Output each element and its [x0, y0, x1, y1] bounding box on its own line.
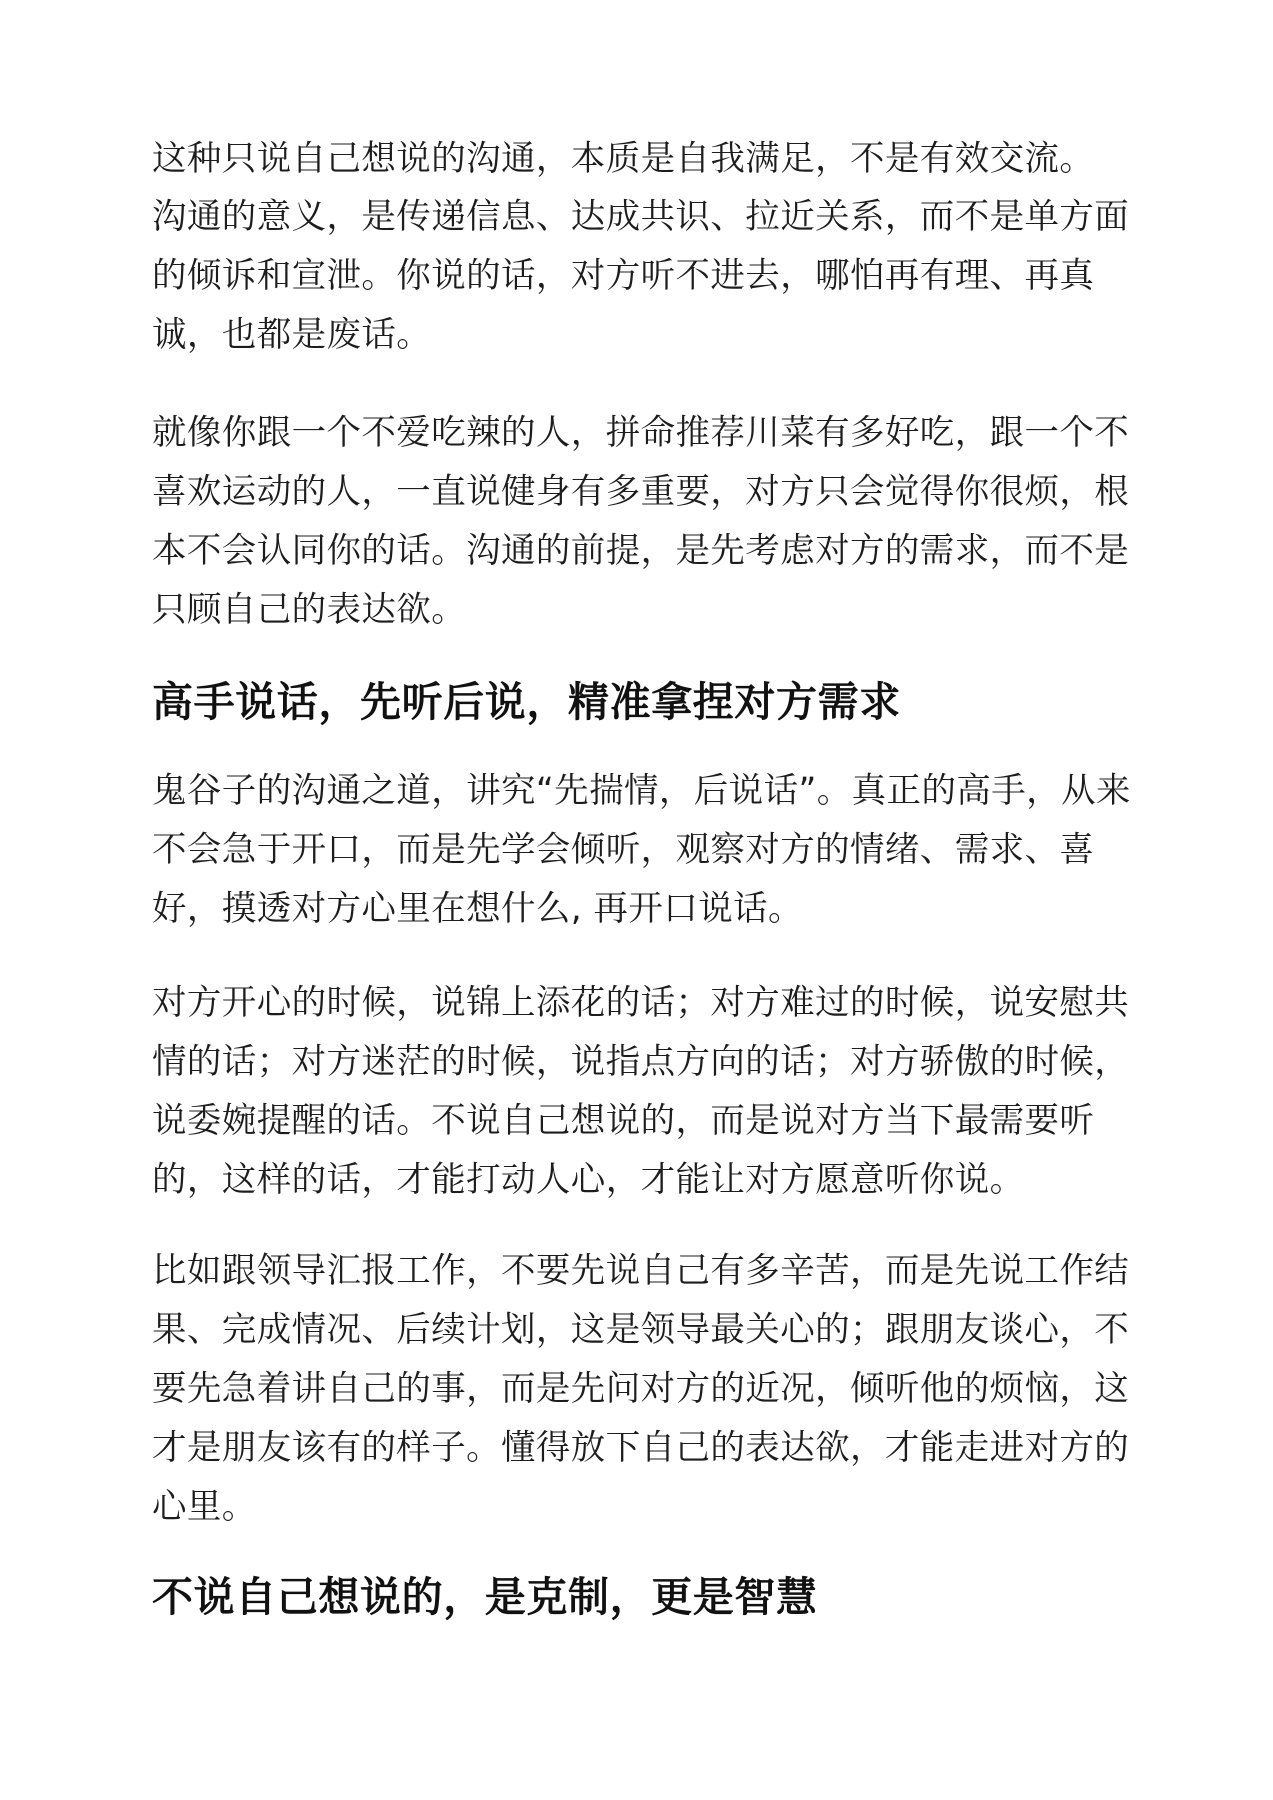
paragraph-1	[152, 130, 1094, 189]
paragraph-line: 对方开心的时候，说锦上添花的话；对方难过的时候，说安慰共	[152, 983, 1130, 1023]
paragraph-line: 就像你跟一个不爱吃辣的人，拼命推荐川菜有多好吃，跟一个不	[152, 413, 1130, 453]
section-heading-2: 不说自己想说的，是克制，更是智慧	[152, 1573, 818, 1621]
paragraph-line: 才是朋友该有的样子。懂得放下自己的表达欲，才能走进对方的	[152, 1428, 1130, 1468]
section-heading-1: 高手说话，先听后说，精准拿捏对方需求	[152, 678, 901, 726]
paragraph-line: 本不会认同你的话。沟通的前提，是先考虑对方的需求，而不是	[152, 531, 1130, 571]
paragraph-line: 这种只说自己想说的沟通，本质是自我满足，不是有效交流。	[152, 139, 1095, 179]
paragraph-6	[152, 1242, 1129, 1537]
paragraph-line: 喜欢运动的人，一直说健身有多重要，对方只会觉得你很烦，根	[152, 472, 1130, 512]
paragraph-3	[152, 404, 1129, 640]
paragraph-line: 只顾自己的表达欲。	[152, 590, 467, 630]
paragraph-line: 要先急着讲自己的事，而是先问对方的近况，倾听他的烦恼，这	[152, 1369, 1130, 1409]
paragraph-line: 心里。	[152, 1487, 257, 1527]
paragraph-line: 诚，也都是废话。	[152, 315, 432, 355]
paragraph-line: 鬼谷子的沟通之道，讲究“先揣情，后说话”。真正的高手，从来	[152, 771, 1131, 811]
paragraph-line: 不会急于开口，而是先学会倾听，观察对方的情绪、需求、喜	[152, 830, 1095, 870]
paragraph-line: 的倾诉和宣泄。你说的话，对方听不进去，哪怕再有理、再真	[152, 256, 1095, 296]
paragraph-line: 说委婉提醒的话。不说自己想说的，而是说对方当下最需要听	[152, 1101, 1095, 1141]
paragraph-line: 的，这样的话，才能打动人心，才能让对方愿意听你说。	[152, 1160, 1025, 1200]
paragraph-2	[152, 188, 1129, 365]
paragraph-line: 情的话；对方迷茫的时候，说指点方向的话；对方骄傲的时候，	[152, 1042, 1130, 1082]
paragraph-line: 好，摸透对方心里在想什么, 再开口说话。	[152, 889, 803, 929]
paragraph-5	[152, 974, 1129, 1210]
paragraph-line: 果、完成情况、后续计划，这是领导最关心的；跟朋友谈心，不	[152, 1310, 1130, 1350]
paragraph-line: 比如跟领导汇报工作，不要先说自己有多辛苦，而是先说工作结	[152, 1251, 1130, 1291]
paragraph-line: 沟通的意义，是传递信息、达成共识、拉近关系，而不是单方面	[152, 197, 1130, 237]
paragraph-4	[152, 762, 1131, 939]
